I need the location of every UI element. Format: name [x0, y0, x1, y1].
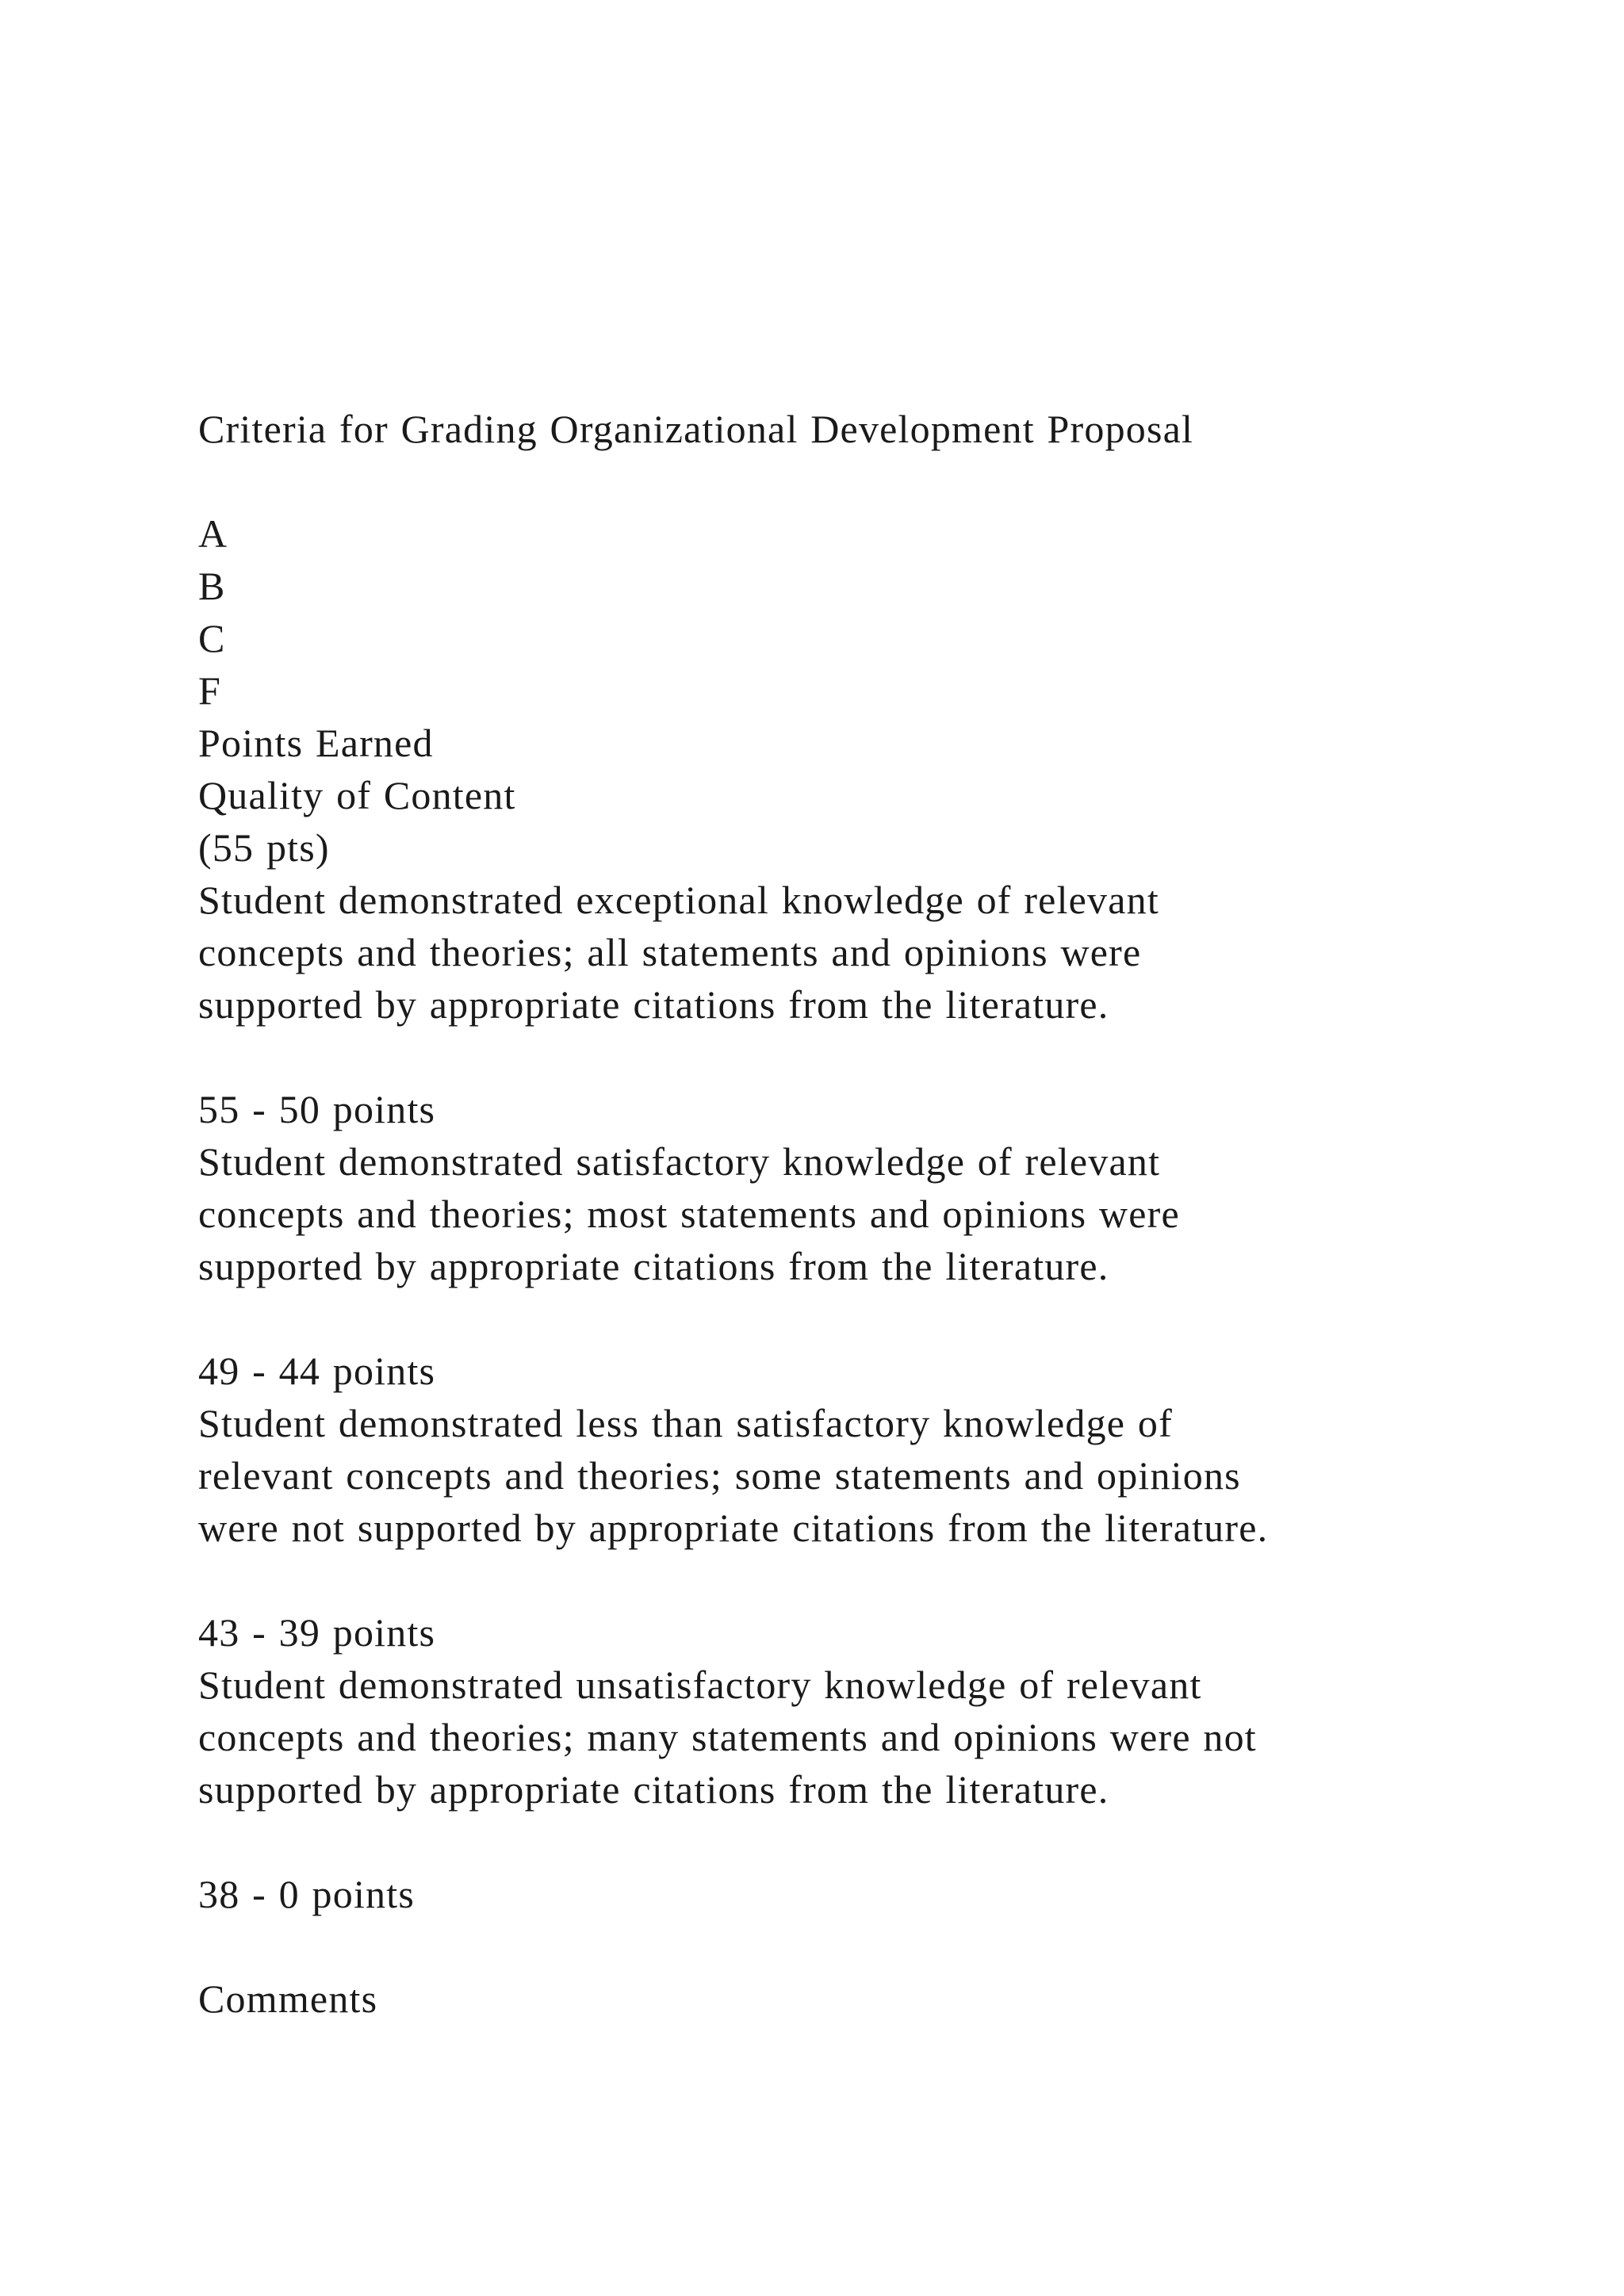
level-a-description-line: concepts and theories; all statements and opinions were: [198, 930, 1142, 974]
level-f-description-line: supported by appropriate citations from the literature.: [198, 1767, 1109, 1812]
level-f-description-line: Student demonstrated unsatisfactory knowledge of relevant: [198, 1663, 1202, 1707]
level-b-description-line: supported by appropriate citations from the literature.: [198, 1244, 1109, 1288]
level-b-description-line: Student demonstrated satisfactory knowledge of relevant: [198, 1139, 1161, 1184]
spacer: [198, 1816, 1546, 1868]
level-c-point-range: 43 - 39 points: [198, 1610, 436, 1655]
level-a-description-line: supported by appropriate citations from the literature.: [198, 982, 1109, 1027]
document-title: Criteria for Grading Organizational Development Proposal: [198, 407, 1194, 451]
spacer: [198, 455, 1546, 507]
level-b-description-line: concepts and theories; most statements and opinions were: [198, 1192, 1180, 1236]
grade-column-b: B: [198, 564, 226, 608]
criterion-points: (55 pts): [198, 825, 330, 870]
criterion-name: Quality of Content: [198, 773, 516, 817]
level-a-point-range: 55 - 50 points: [198, 1087, 436, 1131]
comments-label: Comments: [198, 1976, 378, 2021]
level-f-description-line: concepts and theories; many statements and opinions were not: [198, 1715, 1257, 1759]
level-c-description-line: relevant concepts and theories; some statements and opinions: [198, 1453, 1241, 1498]
document-body: [198, 403, 1546, 2025]
grade-column-c: C: [198, 616, 226, 660]
grade-column-f: F: [198, 668, 222, 713]
spacer: [198, 1920, 1546, 1973]
spacer: [198, 1292, 1546, 1345]
level-c-description-line: Student demonstrated less than satisfactory knowledge of: [198, 1401, 1173, 1445]
level-a-description-line: Student demonstrated exceptional knowledge of relevant: [198, 878, 1159, 922]
spacer: [198, 1554, 1546, 1606]
points-earned-label: Points Earned: [198, 721, 434, 765]
level-f-point-range: 38 - 0 points: [198, 1872, 415, 1916]
spacer: [198, 1031, 1546, 1083]
level-b-point-range: 49 - 44 points: [198, 1349, 436, 1393]
grade-column-a: A: [198, 511, 228, 556]
level-c-description-line: were not supported by appropriate citations from the literature.: [198, 1506, 1269, 1550]
